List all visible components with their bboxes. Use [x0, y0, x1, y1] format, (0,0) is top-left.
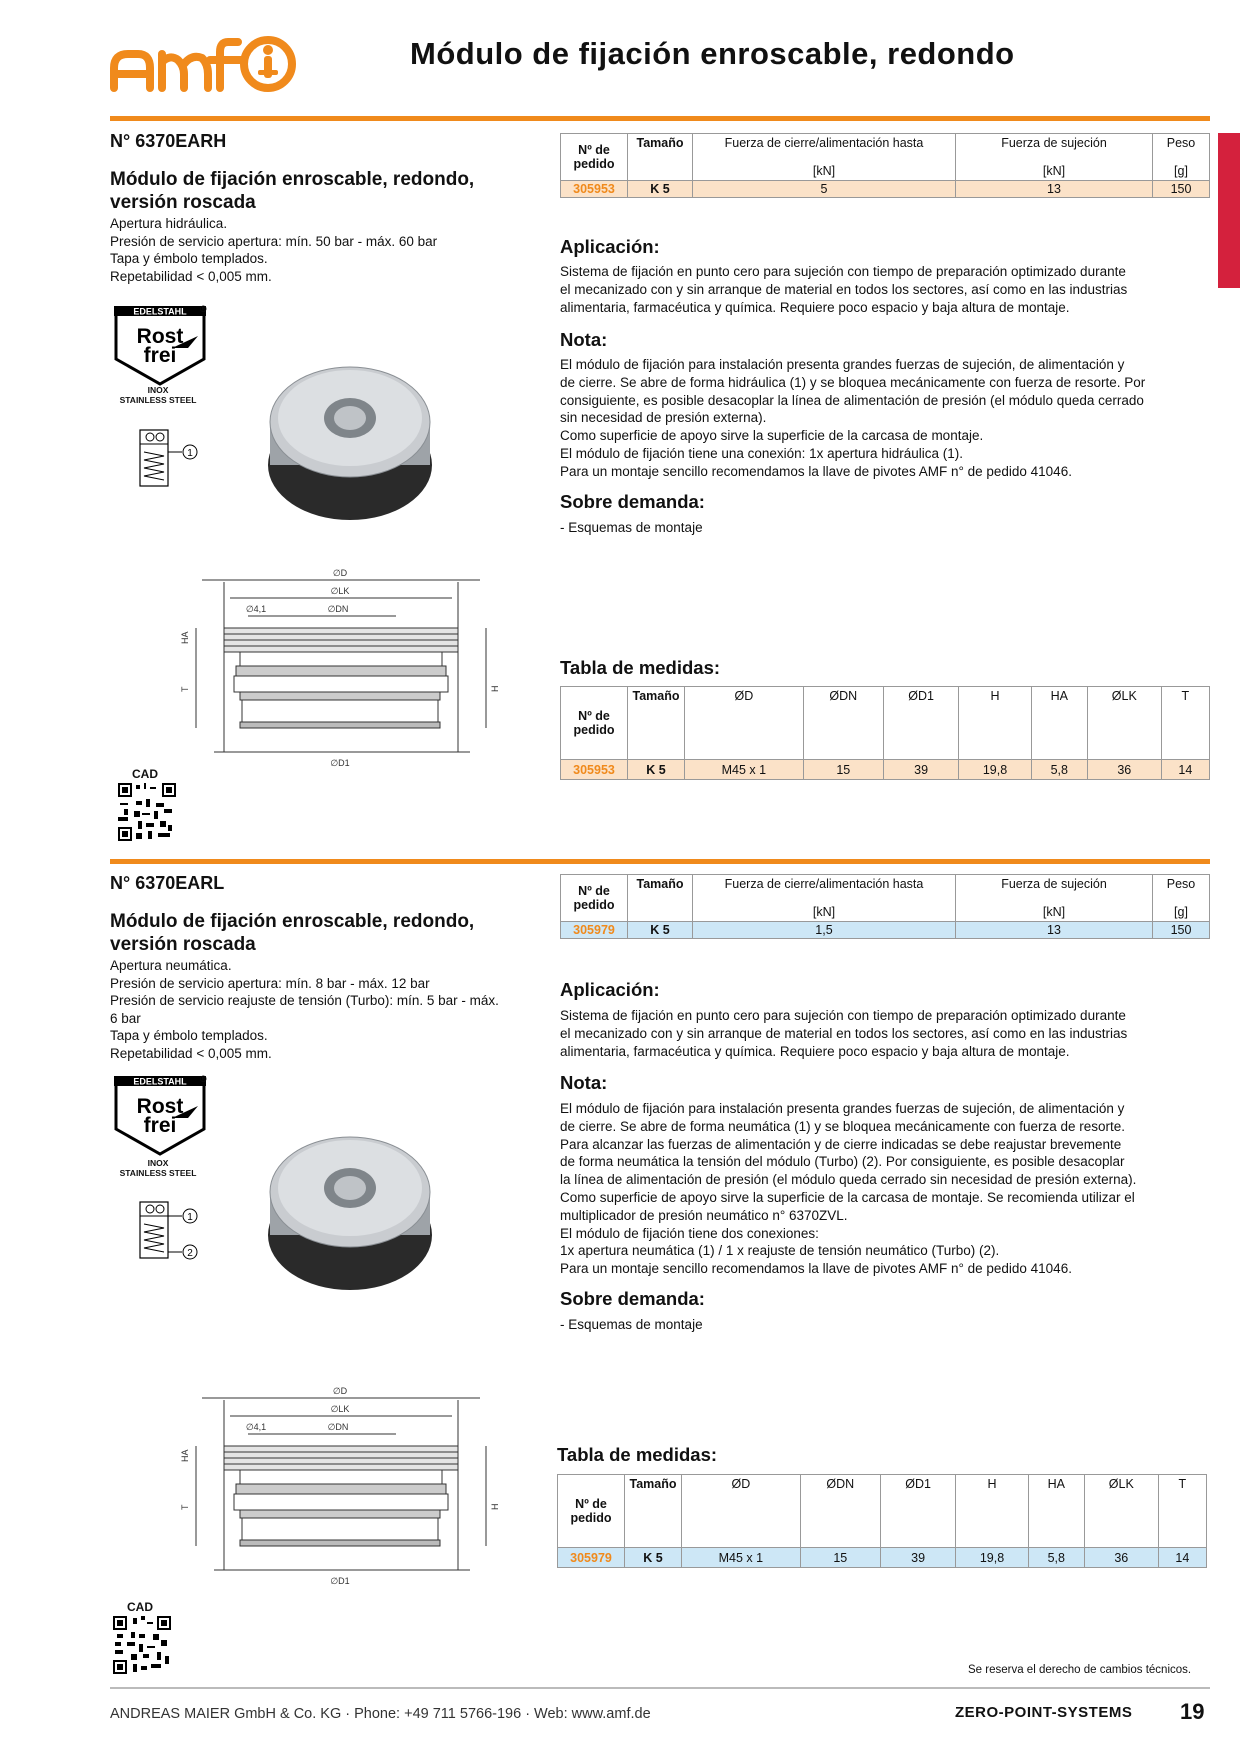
table-cell: K 5: [628, 921, 693, 938]
table-cell: 36: [1087, 760, 1161, 780]
col-header: ØD1: [883, 687, 958, 760]
page-title: Módulo de fijación enroscable, redondo: [410, 36, 1015, 71]
dimension-drawing: [160, 1370, 520, 1600]
property-line: Tapa y émbolo templados.: [110, 1028, 268, 1043]
table-row: [558, 1548, 1207, 1568]
table-cell: 13: [956, 921, 1153, 938]
port-number: 2: [187, 1248, 193, 1259]
header-divider: [110, 116, 1210, 121]
text-line: multiplicador de presión neumático n° 6370ZVL.: [560, 1207, 848, 1223]
demanda-text: - Esquemas de montaje: [560, 520, 703, 535]
dim-label: ∅LK: [330, 586, 350, 596]
col-header: ØLK: [1087, 687, 1161, 760]
text-line: El módulo de fijación para instalación presenta grandes fuerzas de sujeción, de alimentación y: [560, 1101, 1125, 1116]
spec-table: [560, 133, 1210, 198]
col-header: Tamaño: [628, 687, 685, 760]
footer-company: ANDREAS MAIER GmbH & Co. KG · Phone: +49 711 5766-196 · Web: www.amf.de: [110, 1706, 651, 1722]
nota-text: [560, 356, 1210, 481]
order-code[interactable]: 305953: [561, 180, 628, 197]
inox-line: INOX: [147, 1158, 169, 1168]
text-line: Como superficie de apoyo sirve la superficie de la carcasa de montaje.: [560, 428, 984, 444]
table-cell: 5: [693, 180, 956, 197]
col-header: T: [1161, 687, 1209, 760]
rostfrei-shield-icon: [112, 1074, 212, 1159]
clamping-module-image: [260, 360, 440, 530]
text-line: Sistema de fijación en punto cero para sujeción con tiempo de preparación optimizado durante: [560, 1008, 1126, 1023]
text-line: la línea de alimentación de presión (el módulo queda cerrado sin necesidad de presión externa).: [560, 1172, 1137, 1188]
text-line: consiguiente, es posible desacoplar la línea de alimentación de presión (el módulo queda cerrado: [560, 392, 1144, 408]
col-header: Tamaño: [628, 875, 693, 894]
text-line: Para un montaje sencillo recomendamos la llave de pivotes AMF n° de pedido 41046.: [560, 463, 1072, 479]
table-cell: 5,8: [1028, 1548, 1084, 1568]
text-line: el mecanizado con y sin arranque de material en todos los sectores, así como en las industrias: [560, 1025, 1128, 1041]
text-line: 1x apertura neumática (1) / 1 x reajuste de tensión neumático (Turbo) (2).: [560, 1243, 1000, 1259]
dim-label: H: [490, 1503, 500, 1510]
dim-label: HA: [180, 631, 190, 644]
col-header: ØD: [685, 687, 804, 760]
table-cell: K 5: [628, 180, 693, 197]
text-line: El módulo de fijación para instalación presenta grandes fuerzas de sujeción, de alimentación y: [560, 357, 1125, 372]
table-cell: 13: [956, 180, 1153, 197]
text-line: alimentaria, farmacéutica y química. Requiere poco espacio y baja altura de montaje.: [560, 1043, 1070, 1059]
inox-label: [108, 1158, 208, 1178]
col-header: HA: [1028, 1475, 1084, 1548]
text-line: el mecanizado con y sin arranque de material en todos los sectores, así como en las industrias: [560, 281, 1128, 297]
property-line: Tapa y émbolo templados.: [110, 251, 268, 266]
product-properties: [110, 957, 530, 1062]
section-tab-marker: [1218, 133, 1240, 288]
text-line: Para alcanzar las fuerzas de alimentación y de cierre indicadas se debe reajustar brevemente: [560, 1136, 1122, 1152]
registered-icon: ®: [200, 1074, 207, 1084]
table-cell: M45 x 1: [685, 760, 804, 780]
table-cell: 19,8: [956, 1548, 1028, 1568]
spring-cylinder-icon: [138, 428, 218, 488]
unit-cell: [g]: [1153, 152, 1210, 180]
col-header: Fuerza de sujeción: [956, 875, 1153, 894]
text-line: alimentaria, farmacéutica y química. Requiere poco espacio y baja altura de montaje.: [560, 299, 1070, 315]
section-divider: [110, 859, 1210, 864]
footer-series: ZERO-POINT-SYSTEMS: [955, 1704, 1133, 1721]
property-line: Presión de servicio reajuste de tensión (Turbo): mín. 5 bar - máx.: [110, 993, 499, 1008]
dim-label: T: [180, 1504, 190, 1510]
order-code[interactable]: 305979: [561, 921, 628, 938]
qr-code-icon: [113, 1616, 171, 1674]
dim-label: ∅D1: [330, 758, 350, 768]
inox-label: [108, 385, 208, 405]
unit-cell: [628, 152, 693, 180]
table-row: [561, 921, 1210, 938]
technical-drawing: [160, 1370, 520, 1605]
table-cell: 1,5: [693, 921, 956, 938]
subtitle-line: versión roscada: [110, 934, 256, 955]
col-header: ØD1: [880, 1475, 955, 1548]
table-cell: 14: [1158, 1548, 1206, 1568]
dim-label: ∅DN: [327, 1422, 349, 1432]
col-header: HA: [1031, 687, 1087, 760]
product-number: N° 6370EARL: [110, 873, 225, 893]
table-cell: 19,8: [959, 760, 1031, 780]
table-cell: 15: [800, 1548, 880, 1568]
table-row: [561, 760, 1210, 780]
text-line: Sistema de fijación en punto cero para sujeción con tiempo de preparación optimizado durante: [560, 264, 1126, 279]
property-line: Repetabilidad < 0,005 mm.: [110, 1045, 272, 1061]
product-subtitle: [110, 168, 474, 214]
inox-line: STAINLESS STEEL: [119, 1168, 197, 1178]
col-header: ØDN: [803, 687, 883, 760]
col-header: ØLK: [1084, 1475, 1158, 1548]
table-cell: K 5: [628, 760, 685, 780]
pneumatic-symbol: [138, 1200, 218, 1275]
col-header: Peso: [1153, 134, 1210, 153]
col-header: H: [959, 687, 1031, 760]
table-cell: M45 x 1: [682, 1548, 801, 1568]
badge-brand-mid: Rost: [136, 325, 184, 348]
dim-label: ∅LK: [330, 1404, 350, 1414]
amf-logo: [110, 34, 305, 99]
clamping-module-image: [260, 1130, 440, 1300]
cad-label: CAD: [132, 767, 158, 781]
section-heading: Nota:: [560, 329, 608, 350]
col-header: Tamaño: [628, 134, 693, 153]
order-code[interactable]: 305953: [561, 760, 628, 780]
unit-cell: [kN]: [956, 152, 1153, 180]
badge-brand-bot: frei: [143, 344, 177, 367]
col-header: ØD: [682, 1475, 801, 1548]
cad-qr-code[interactable]: [113, 1616, 171, 1679]
spring-cylinder-icon: [138, 1200, 218, 1270]
text-line: Como superficie de apoyo sirve la superficie de la carcasa de montaje. Se recomienda utilizar el: [560, 1189, 1135, 1205]
table-cell: 14: [1161, 760, 1209, 780]
dim-label: ∅4,1: [245, 1422, 267, 1432]
property-line: Presión de servicio apertura: mín. 8 bar - máx. 12 bar: [110, 975, 430, 991]
text-line: sin necesidad de presión externa).: [560, 410, 767, 426]
property-line: Repetabilidad < 0,005 mm.: [110, 268, 272, 284]
col-header: T: [1158, 1475, 1206, 1548]
col-header: Nº de pedido: [558, 1475, 625, 1548]
section-heading: Aplicación:: [560, 979, 660, 1000]
dim-label: ∅D: [332, 568, 348, 578]
registered-icon: ®: [200, 304, 207, 314]
unit-cell: [kN]: [693, 152, 956, 180]
aplicacion-text: [560, 263, 1210, 316]
product-photo: [260, 360, 440, 535]
text-line: de forma neumática la tensión del módulo (Turbo) (2). Por consiguiente, es posible desacoplar: [560, 1154, 1125, 1170]
property-line: Apertura neumática.: [110, 958, 232, 973]
text-line: de cierre. Se abre de forma hidráulica (1) y se bloquea mecánicamente con fuerza de resorte. Por: [560, 374, 1146, 390]
hydraulic-symbol: [138, 428, 218, 493]
rostfrei-badge: [112, 1074, 212, 1164]
cad-label: CAD: [127, 1600, 153, 1614]
table-cell: 5,8: [1031, 760, 1087, 780]
table-cell: 150: [1153, 180, 1210, 197]
inox-line: STAINLESS STEEL: [119, 395, 197, 405]
text-line: El módulo de fijación tiene una conexión: 1x apertura hidráulica (1).: [560, 445, 963, 461]
subtitle-line: versión roscada: [110, 192, 256, 213]
unit-cell: [kN]: [956, 893, 1153, 921]
subtitle-line: Módulo de fijación enroscable, redondo,: [110, 911, 475, 932]
col-header: Tamaño: [625, 1475, 682, 1548]
dimensions-table: [557, 1474, 1207, 1568]
nota-text: [560, 1100, 1210, 1278]
col-header: Nº de pedido: [561, 875, 628, 922]
qr-code-icon: [118, 783, 176, 841]
dim-label: ∅4,1: [245, 604, 267, 614]
property-line: Apertura hidráulica.: [110, 216, 228, 231]
dimensions-table: [560, 686, 1210, 780]
subtitle-line: Módulo de fijación enroscable, redondo,: [110, 169, 475, 190]
technical-drawing: [160, 552, 520, 787]
dim-label: H: [490, 685, 500, 692]
col-header: ØDN: [800, 1475, 880, 1548]
text-line: Para un montaje sencillo recomendamos la llave de pivotes AMF n° de pedido 41046.: [560, 1261, 1072, 1277]
col-header: Fuerza de sujeción: [956, 134, 1153, 153]
product-number: N° 6370EARH: [110, 131, 227, 151]
table-cell: 36: [1084, 1548, 1158, 1568]
unit-cell: [kN]: [693, 893, 956, 921]
text-line: de cierre. Se abre de forma neumática (1) y se bloquea mecánicamente con fuerza de resorte.: [560, 1118, 1126, 1134]
spec-table: [560, 874, 1210, 939]
property-line: Presión de servicio apertura: mín. 50 bar - máx. 60 bar: [110, 233, 438, 249]
page-number: 19: [1180, 1699, 1205, 1724]
product-properties: [110, 215, 530, 285]
col-header: Peso: [1153, 875, 1210, 894]
col-header: Nº de pedido: [561, 687, 628, 760]
dimension-drawing: [160, 552, 520, 782]
order-code[interactable]: 305979: [558, 1548, 625, 1568]
dim-label: ∅D1: [330, 1576, 350, 1586]
amf-logo-icon: [110, 34, 305, 94]
aplicacion-text: [560, 1007, 1210, 1060]
section-heading: Sobre demanda:: [560, 491, 705, 512]
section-heading: Aplicación:: [560, 236, 660, 257]
table-cell: K 5: [625, 1548, 682, 1568]
table-cell: 150: [1153, 921, 1210, 938]
dim-label: ∅DN: [327, 604, 349, 614]
demanda-text: - Esquemas de montaje: [560, 1317, 703, 1332]
cad-qr-code[interactable]: [118, 783, 176, 846]
unit-cell: [628, 893, 693, 921]
badge-brand-bot: frei: [143, 1114, 177, 1137]
section-heading: Nota:: [560, 1072, 608, 1093]
badge-brand-top: EDELSTAHL: [133, 306, 187, 317]
table-cell: 39: [883, 760, 958, 780]
table-row: [561, 180, 1210, 197]
section-heading: Tabla de medidas:: [557, 1444, 718, 1465]
port-number: 1: [187, 1212, 193, 1223]
product-subtitle: [110, 910, 474, 956]
section-heading: Tabla de medidas:: [560, 657, 721, 678]
badge-brand-mid: Rost: [136, 1095, 184, 1118]
table-cell: 15: [803, 760, 883, 780]
dim-label: HA: [180, 1449, 190, 1462]
rights-notice: Se reserva el derecho de cambios técnicos.: [968, 1664, 1192, 1676]
dim-label: ∅D: [332, 1386, 348, 1396]
col-header: Fuerza de cierre/alimentación hasta: [693, 134, 956, 153]
dim-label: T: [180, 686, 190, 692]
section-heading: Sobre demanda:: [560, 1288, 705, 1309]
text-line: El módulo de fijación tiene dos conexiones:: [560, 1225, 819, 1241]
col-header: Nº de pedido: [561, 134, 628, 181]
col-header: H: [956, 1475, 1028, 1548]
property-line: 6 bar: [110, 1010, 141, 1026]
unit-cell: [g]: [1153, 893, 1210, 921]
table-cell: 39: [880, 1548, 955, 1568]
port-number: 1: [187, 448, 193, 459]
rostfrei-badge: [112, 304, 212, 394]
badge-brand-top: EDELSTAHL: [133, 1076, 187, 1087]
product-photo: [260, 1130, 440, 1305]
footer-divider: [110, 1687, 1210, 1689]
rostfrei-shield-icon: [112, 304, 212, 389]
inox-line: INOX: [147, 385, 169, 395]
col-header: Fuerza de cierre/alimentación hasta: [693, 875, 956, 894]
